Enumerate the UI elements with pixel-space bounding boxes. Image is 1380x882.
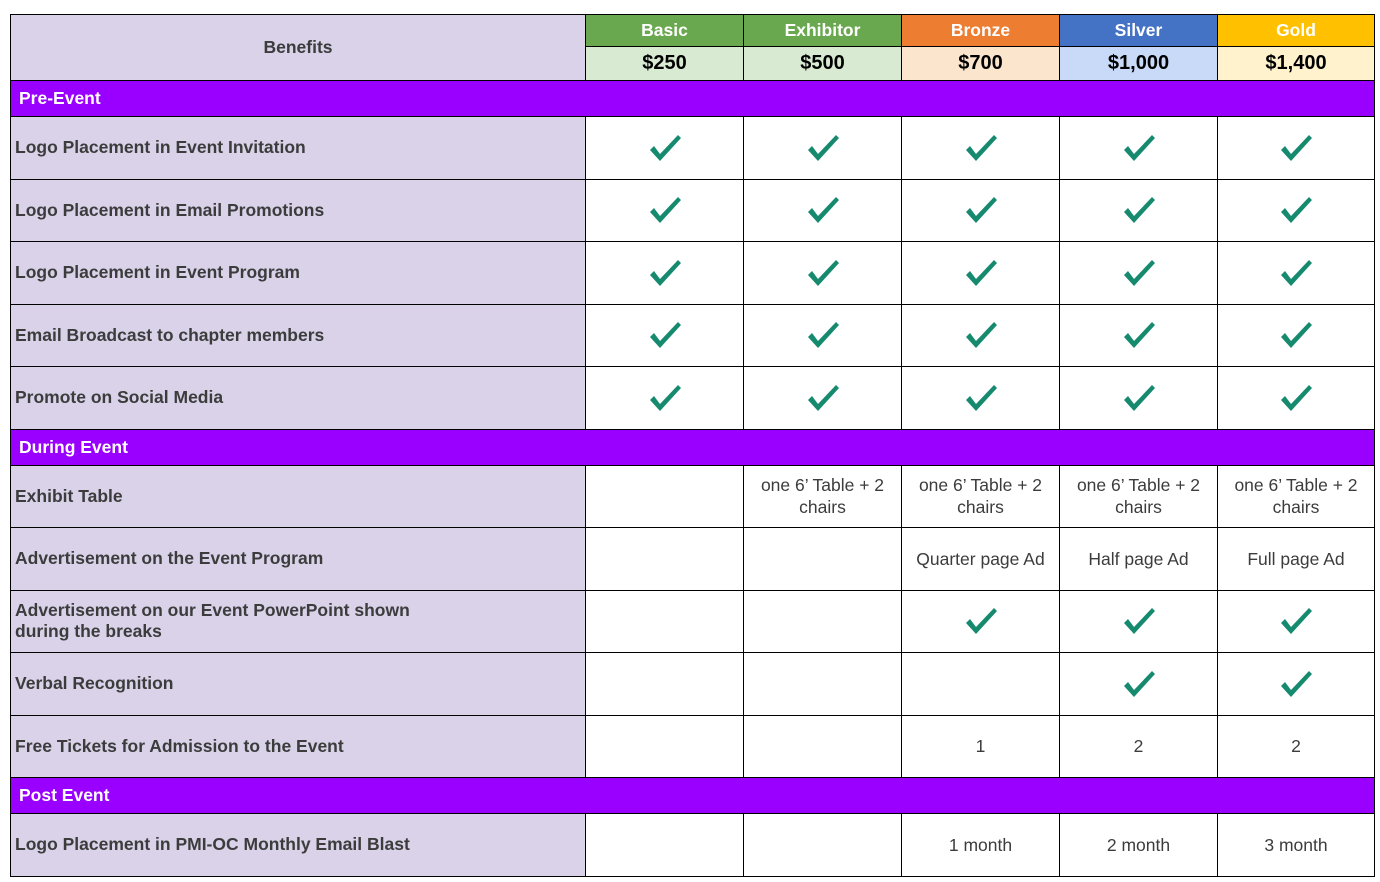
benefit-label: Advertisement on the Event Program (11, 528, 586, 591)
benefit-cell-silver (1060, 367, 1218, 430)
benefit-cell-basic (586, 590, 744, 653)
checkmark-icon (964, 383, 998, 413)
benefit-value: 3 month (1264, 834, 1328, 855)
tier-name-exhibitor: Exhibitor (744, 15, 902, 47)
benefit-cell-basic (586, 242, 744, 305)
table-row (11, 465, 1375, 528)
benefit-label: Advertisement on our Event PowerPoint shown during the breaks (11, 590, 586, 653)
benefit-value: 2 month (1106, 834, 1171, 855)
benefit-cell-bronze (902, 590, 1060, 653)
benefit-cell-exhibitor (744, 653, 902, 716)
benefit-label: Logo Placement in PMI-OC Monthly Email Blast (11, 814, 586, 877)
checkmark-icon (648, 320, 682, 350)
benefit-cell-exhibitor (744, 590, 902, 653)
benefit-cell-basic (586, 304, 744, 367)
checkmark-icon (648, 258, 682, 288)
benefit-cell-silver (1060, 179, 1218, 242)
table-row (11, 590, 1375, 653)
checkmark-icon (1279, 669, 1313, 699)
section-header: Pre-Event (11, 81, 1375, 117)
benefit-cell-gold (1218, 117, 1375, 180)
section-header: Post Event (11, 778, 1375, 814)
benefit-cell-exhibitor (744, 814, 902, 877)
benefits-header: Benefits (11, 15, 586, 81)
benefit-cell-bronze (902, 653, 1060, 716)
table-row (11, 242, 1375, 305)
tier-price-silver: $1,000 (1060, 47, 1218, 81)
checkmark-icon (1279, 133, 1313, 163)
table-row (11, 179, 1375, 242)
tier-price-bronze: $700 (902, 47, 1060, 81)
benefit-cell-exhibitor (744, 367, 902, 430)
checkmark-icon (1122, 606, 1156, 636)
checkmark-icon (1279, 383, 1313, 413)
benefit-cell-bronze (902, 367, 1060, 430)
benefit-cell-bronze (902, 242, 1060, 305)
tier-price-basic: $250 (586, 47, 744, 81)
table-row (11, 715, 1375, 778)
checkmark-icon (806, 195, 840, 225)
benefit-cell-exhibitor (744, 465, 902, 528)
benefit-value: Quarter page Ad (916, 548, 1045, 569)
tier-name-bronze: Bronze (902, 15, 1060, 47)
benefit-label: Email Broadcast to chapter members (11, 304, 586, 367)
benefit-cell-gold (1218, 367, 1375, 430)
checkmark-icon (648, 133, 682, 163)
benefit-value: 1 (975, 736, 986, 757)
benefit-cell-bronze (902, 304, 1060, 367)
benefit-value: one 6’ Table + 2 chairs (1234, 475, 1358, 518)
benefit-cell-silver (1060, 465, 1218, 528)
tier-price-exhibitor: $500 (744, 47, 902, 81)
benefit-cell-silver (1060, 590, 1218, 653)
benefit-cell-basic (586, 653, 744, 716)
checkmark-icon (1122, 669, 1156, 699)
checkmark-icon (964, 320, 998, 350)
tier-name-basic: Basic (586, 15, 744, 47)
benefit-cell-silver (1060, 715, 1218, 778)
table-row (11, 367, 1375, 430)
benefit-cell-bronze (902, 179, 1060, 242)
benefit-value: Half page Ad (1088, 548, 1189, 569)
benefit-cell-exhibitor (744, 117, 902, 180)
tier-price-gold: $1,400 (1218, 47, 1375, 81)
benefit-cell-bronze (902, 117, 1060, 180)
benefit-cell-silver (1060, 117, 1218, 180)
checkmark-icon (964, 258, 998, 288)
table-row (11, 814, 1375, 877)
benefit-cell-exhibitor (744, 179, 902, 242)
table-row (11, 117, 1375, 180)
checkmark-icon (806, 258, 840, 288)
benefit-cell-bronze (902, 465, 1060, 528)
checkmark-icon (1122, 320, 1156, 350)
checkmark-icon (1122, 383, 1156, 413)
table-row (11, 304, 1375, 367)
benefit-value: Full page Ad (1247, 548, 1345, 569)
benefit-cell-basic (586, 179, 744, 242)
checkmark-icon (964, 606, 998, 636)
section-header: During Event (11, 429, 1375, 465)
benefit-cell-basic (586, 814, 744, 877)
benefit-cell-basic (586, 117, 744, 180)
benefit-label: Logo Placement in Event Invitation (11, 117, 586, 180)
benefit-cell-gold (1218, 465, 1375, 528)
benefit-value: one 6’ Table + 2 chairs (918, 475, 1043, 518)
benefit-cell-basic (586, 465, 744, 528)
tier-name-silver: Silver (1060, 15, 1218, 47)
benefit-cell-silver (1060, 653, 1218, 716)
benefit-cell-bronze (902, 715, 1060, 778)
benefit-label: Verbal Recognition (11, 653, 586, 716)
checkmark-icon (1279, 195, 1313, 225)
benefit-label: Free Tickets for Admission to the Event (11, 715, 586, 778)
benefit-label: Logo Placement in Email Promotions (11, 179, 586, 242)
checkmark-icon (806, 133, 840, 163)
tier-name-gold: Gold (1218, 15, 1375, 47)
checkmark-icon (648, 195, 682, 225)
benefit-cell-bronze (902, 814, 1060, 877)
benefit-label: Promote on Social Media (11, 367, 586, 430)
benefit-value: 2 (1291, 736, 1301, 757)
benefit-cell-exhibitor (744, 304, 902, 367)
benefit-cell-silver (1060, 242, 1218, 305)
checkmark-icon (1279, 258, 1313, 288)
benefit-cell-gold (1218, 590, 1375, 653)
benefit-value: one 6’ Table + 2 chairs (1076, 475, 1201, 518)
benefit-label: Exhibit Table (11, 465, 586, 528)
checkmark-icon (806, 383, 840, 413)
benefit-cell-basic (586, 367, 744, 430)
benefit-cell-gold (1218, 528, 1375, 591)
checkmark-icon (1122, 258, 1156, 288)
checkmark-icon (1279, 606, 1313, 636)
checkmark-icon (648, 383, 682, 413)
checkmark-icon (1122, 133, 1156, 163)
benefit-value: 1 month (948, 834, 1013, 855)
benefit-cell-silver (1060, 304, 1218, 367)
checkmark-icon (806, 320, 840, 350)
benefit-cell-gold (1218, 715, 1375, 778)
benefit-cell-gold (1218, 304, 1375, 367)
benefit-cell-basic (586, 528, 744, 591)
checkmark-icon (964, 133, 998, 163)
benefit-value: one 6’ Table + 2 chairs (760, 475, 885, 518)
checkmark-icon (964, 195, 998, 225)
sponsorship-benefits-table (10, 14, 1375, 877)
benefit-cell-silver (1060, 528, 1218, 591)
benefit-cell-bronze (902, 528, 1060, 591)
benefit-value: 2 (1133, 736, 1144, 757)
benefit-cell-silver (1060, 814, 1218, 877)
benefit-cell-gold (1218, 242, 1375, 305)
benefit-cell-gold (1218, 653, 1375, 716)
benefit-cell-exhibitor (744, 715, 902, 778)
checkmark-icon (1122, 195, 1156, 225)
benefit-cell-basic (586, 715, 744, 778)
benefit-cell-exhibitor (744, 242, 902, 305)
checkmark-icon (1279, 320, 1313, 350)
benefit-cell-exhibitor (744, 528, 902, 591)
benefit-label: Logo Placement in Event Program (11, 242, 586, 305)
table-row (11, 653, 1375, 716)
benefit-cell-gold (1218, 814, 1375, 877)
benefit-cell-gold (1218, 179, 1375, 242)
table-row (11, 528, 1375, 591)
